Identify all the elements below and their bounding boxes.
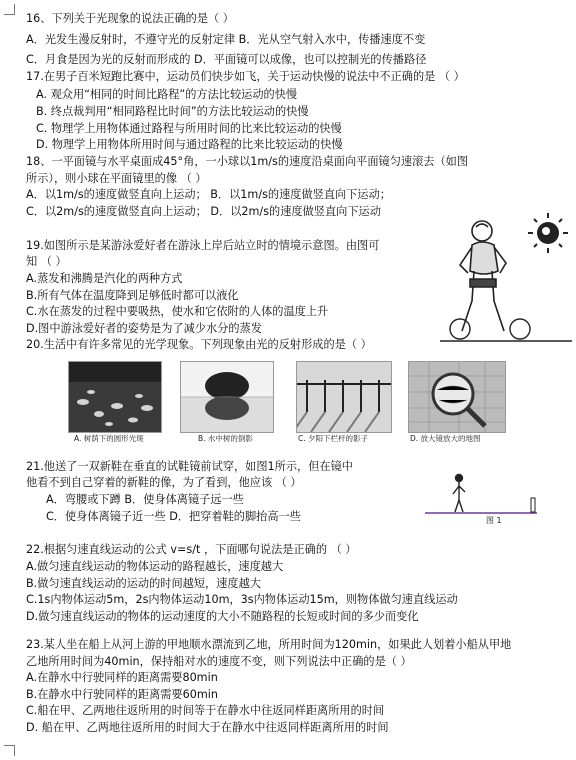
q19-option-c: C.水在蒸发的过程中要吸热，使水和它依附的人体的温度上升	[26, 305, 329, 318]
page-corner-mark	[4, 4, 15, 15]
q23-option-b: B.在静水中行驶同样的距离需要60min	[26, 688, 219, 701]
sun-icon	[528, 213, 568, 253]
q20-caption-d: D. 放大镜放大的地图	[410, 434, 481, 443]
q17-stem: 17.在男子百米短跑比赛中，运动员们快步如飞，关于运动快慢的说法中不正确的是 （ ）	[26, 70, 465, 83]
q21-stem-line1: 21.他送了一双新鞋在垂直的试鞋镜前试穿，如图1所示，但在镜中	[26, 460, 353, 473]
photo-magnifier-map	[408, 361, 506, 433]
q19-stem-line2: 知 （ ）	[26, 255, 67, 268]
q16-options-cd: C．月食是因为光的反射而形成的 D．平面镜可以成像，也可以控制光的传播路径	[26, 53, 427, 66]
q18-options-cd: C．以2m/s的速度做竖直向上运动； D．以2m/s的速度做竖直向下运动	[26, 205, 381, 218]
mirror-figure	[425, 472, 545, 524]
q22-option-b: B.做匀速直线运动的运动的时间越短，速度越大	[26, 577, 261, 590]
photo-tree-shade	[68, 361, 162, 433]
q21-figure-label: 图 1	[486, 516, 502, 525]
q23-stem-line2: 乙地所用时间为40min，保持船对水的速度不变，则下列说法中正确的是（ ）	[26, 655, 412, 668]
swimmer-illustration	[440, 205, 572, 345]
person-figure	[460, 221, 506, 331]
q19-option-a: A.蒸发和沸腾是汽化的两种方式	[26, 272, 183, 285]
photo-railing-shadow	[296, 361, 392, 433]
q18-stem-line1: 18、一平面镜与水平桌面成45°角，一小球以1m/s的速度沿桌面向平面镜匀速滚去（如图	[26, 155, 469, 168]
person-icon	[453, 475, 465, 513]
q20-caption-c: C. 夕阳下栏杆的影子	[298, 434, 369, 443]
q20-caption-a: A. 树荫下的圆形光斑	[74, 434, 144, 443]
q21-options-cd: C．使身体离镜子近一些 D．把穿着鞋的脚抬高一些	[46, 510, 301, 523]
q20-caption-b: B. 水中树的倒影	[198, 434, 253, 443]
photo-tree-reflection	[180, 361, 274, 433]
q16-options-ab: A．光发生漫反射时，不遵守光的反射定律 B．光从空气射入水中，传播速度不变	[26, 33, 426, 46]
q17-option-a: A. 观众用“相同的时间比路程”的方法比较运动的快慢	[36, 88, 298, 101]
q17-option-b: B. 终点裁判用“相同路程比时间”的方法比较运动的快慢	[36, 105, 309, 118]
q17-option-c: C. 物理学上用物体通过路程与所用时间的比来比较运动的快慢	[36, 122, 342, 135]
q16-stem: 16、下列关于光现象的说法正确的是（ ）	[26, 12, 234, 25]
q22-option-c: C.1s内物体运动5m，2s内物体运动10m，3s内物体运动15m，则物体做匀速直线运动	[26, 593, 458, 606]
q21-stem-line2: 他看不到自己穿着的新鞋的像，为了看到，他应该 （ ）	[26, 476, 302, 489]
q18-options-ab: A．以1m/s的速度做竖直向上运动； B．以1m/s的速度做竖直向下运动；	[26, 188, 391, 201]
q23-option-c: C.船在甲、乙两地往返所用的时间等于在静水中往返同样距离所用的时间	[26, 704, 385, 717]
q19-option-d: D.图中游泳爱好者的姿势是为了减少水分的蒸发	[26, 322, 262, 335]
q23-option-d: D. 船在甲、乙两地往返所用的时间大于在静水中往返同样距离所用的时间	[26, 721, 389, 734]
q23-stem-line1: 23.某人坐在船上从河上游的甲地顺水漂流到乙地，所用时间为120min，如果此人划着小船从甲地	[26, 638, 512, 651]
q20-stem: 20.生活中有许多常见的光学现象。下列现象由光的反射形成的是（ ）	[26, 338, 372, 351]
ground-shapes	[440, 319, 572, 341]
q17-option-d: D. 物理学上用物体所用时间与通过路程的比来比较运动的快慢	[36, 138, 343, 151]
mirror-icon	[531, 498, 535, 512]
q21-options-ab: A．弯腰或下蹲 B．使身体离镜子远一些	[46, 493, 244, 506]
q22-option-a: A.做匀速直线运动的物体运动的路程越长，速度越大	[26, 560, 284, 573]
q19-option-b: B.所有气体在温度降到足够低时都可以液化	[26, 289, 239, 302]
q22-option-d: D.做匀速直线运动的物体的运动速度的大小不随路程的长短或时间的多少而变化	[26, 610, 419, 623]
q19-stem-line1: 19.如图所示是某游泳爱好者在游泳上岸后站立时的情境示意图。由图可	[26, 239, 380, 252]
q22-stem: 22.根据匀速直线运动的公式 v=s/t ，下面哪句说法是正确的 （ ）	[26, 543, 357, 556]
q23-option-a: A.在静水中行驶同样的距离需要80min	[26, 671, 218, 684]
page-corner-mark-bottom	[4, 745, 15, 756]
q18-stem-line2: 所示），则小球在平面镜里的像 （ ）	[26, 172, 207, 185]
